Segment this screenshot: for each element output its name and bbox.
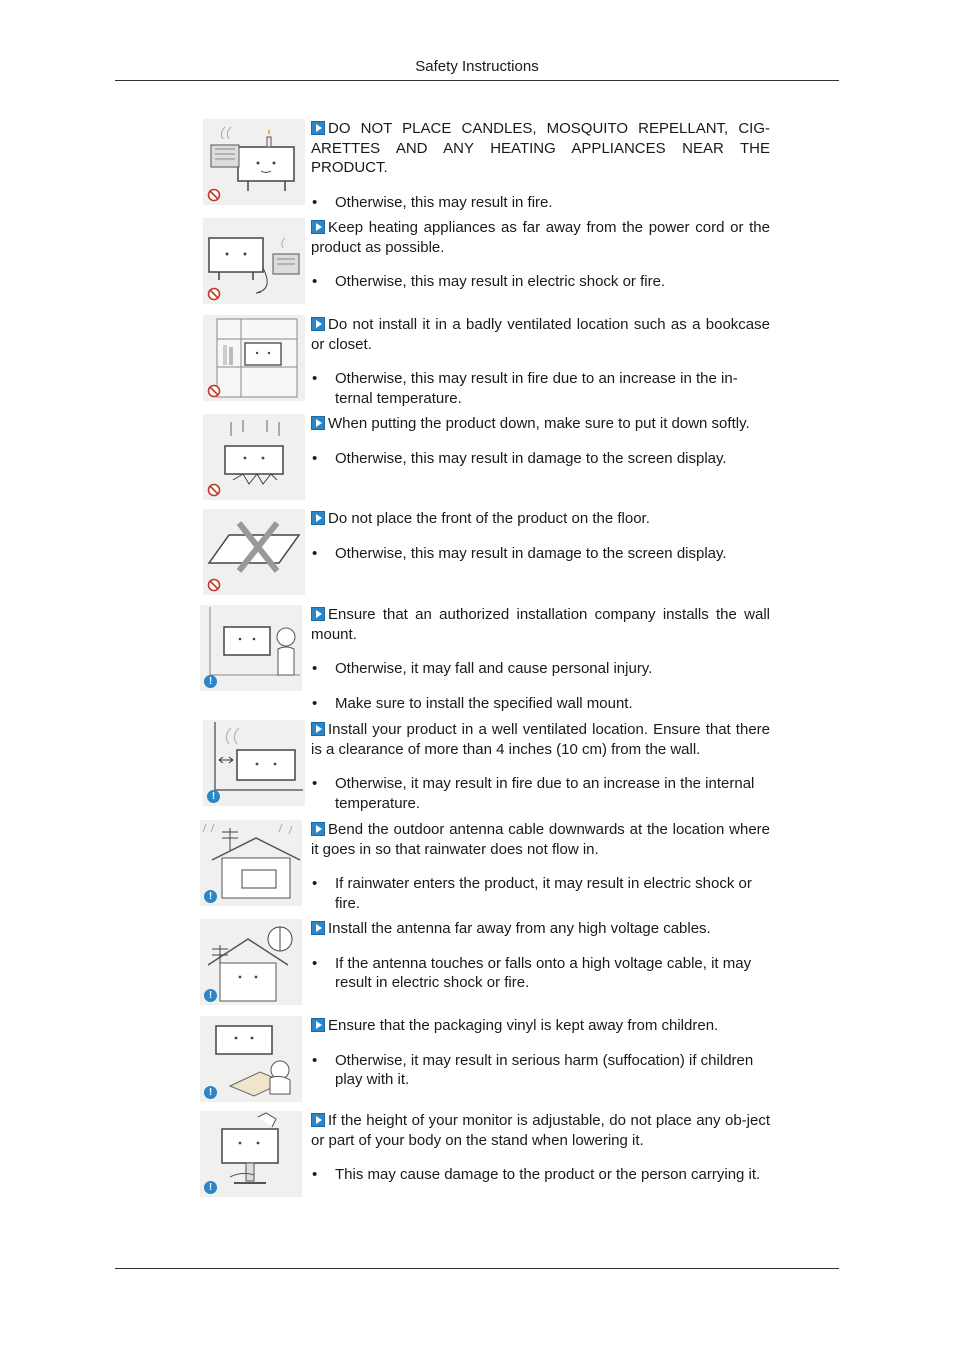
item-heading: Ensure that the packaging vinyl is kept away from children. xyxy=(328,1017,719,1034)
list-item: • Otherwise, it may result in serious harm (suffocation) if children play with it. xyxy=(311,1051,770,1090)
triangle-marker-icon xyxy=(311,416,325,430)
item-heading: Bend the outdoor antenna cable downwards at the location where it goes in so that rainwater does not flow in. xyxy=(311,821,770,858)
caution-icon: ! xyxy=(204,1181,217,1194)
height-adjust-stand-illustration xyxy=(200,1111,302,1197)
item-heading: If the height of your monitor is adjustable, do not place any ob-ject or part of your body on the stand when lowering it. xyxy=(311,1112,770,1149)
antenna-rain-illustration xyxy=(200,820,302,906)
triangle-marker-icon xyxy=(311,220,325,234)
page-header-title: Safety Instructions xyxy=(415,58,539,75)
list-item: • Otherwise, it may result in fire due to an increase in the internal temperature. xyxy=(311,774,770,813)
list-item: • Otherwise, this may result in damage to the screen display. xyxy=(311,449,770,469)
caution-icon: ! xyxy=(204,675,217,688)
header-rule xyxy=(115,80,839,81)
item-heading: Do not place the front of the product on the floor. xyxy=(328,510,650,527)
triangle-marker-icon xyxy=(311,1113,325,1127)
prohibited-icon xyxy=(207,384,221,398)
triangle-marker-icon xyxy=(311,822,325,836)
triangle-marker-icon xyxy=(311,121,325,135)
list-item: • Make sure to install the specified wall mount. xyxy=(311,694,770,714)
monitor-in-bookcase-illustration xyxy=(203,315,305,401)
list-item: • If the antenna touches or falls onto a high voltage cable, it may result in electric shock or fire. xyxy=(311,954,770,993)
item-heading: Install your product in a well ventilated location. Ensure that there is a clearance of more than 4 inches (10 cm) from the wall. xyxy=(311,721,770,758)
antenna-high-voltage-illustration xyxy=(200,919,302,1005)
caution-icon: ! xyxy=(204,1086,217,1099)
prohibited-icon xyxy=(207,483,221,497)
triangle-marker-icon xyxy=(311,607,325,621)
triangle-marker-icon xyxy=(311,1018,325,1032)
item-heading: DO NOT PLACE CANDLES, MOSQUITO REPELLANT, CIG-ARETTES AND ANY HEATING APPLIANCES NEAR THE PRODUCT. xyxy=(311,120,770,176)
item-heading: Do not install it in a badly ventilated location such as a bookcase or closet. xyxy=(311,316,770,353)
list-item: • Otherwise, this may result in fire due to an increase in the in-ternal temperature. xyxy=(311,369,770,408)
list-item: • Otherwise, it may fall and cause personal injury. xyxy=(311,659,770,679)
prohibited-icon xyxy=(207,578,221,592)
list-item: • Otherwise, this may result in fire. xyxy=(311,193,770,213)
heater-near-cord-illustration xyxy=(203,218,305,304)
monitor-dropped-illustration xyxy=(203,414,305,500)
wall-clearance-illustration xyxy=(203,720,305,806)
heater-and-monitor-illustration xyxy=(203,119,305,205)
item-heading: Keep heating appliances as far away from the power cord or the product as possible. xyxy=(311,219,770,256)
footer-rule xyxy=(115,1268,839,1269)
packaging-vinyl-child-illustration xyxy=(200,1016,302,1102)
caution-icon: ! xyxy=(204,890,217,903)
list-item: • Otherwise, this may result in electric shock or fire. xyxy=(311,272,770,292)
triangle-marker-icon xyxy=(311,921,325,935)
caution-icon: ! xyxy=(204,989,217,1002)
monitor-face-down-illustration xyxy=(203,509,305,595)
prohibited-icon xyxy=(207,287,221,301)
prohibited-icon xyxy=(207,188,221,202)
list-item: • Otherwise, this may result in damage to the screen display. xyxy=(311,544,770,564)
triangle-marker-icon xyxy=(311,722,325,736)
item-heading: When putting the product down, make sure to put it down softly. xyxy=(328,415,750,432)
triangle-marker-icon xyxy=(311,511,325,525)
item-heading: Install the antenna far away from any high voltage cables. xyxy=(328,920,711,937)
caution-icon: ! xyxy=(207,790,220,803)
item-heading: Ensure that an authorized installation company installs the wall mount. xyxy=(311,606,770,643)
list-item: • If rainwater enters the product, it may result in electric shock or fire. xyxy=(311,874,770,913)
triangle-marker-icon xyxy=(311,317,325,331)
list-item: • This may cause damage to the product or the person carrying it. xyxy=(311,1165,770,1185)
wall-mount-installer-illustration xyxy=(200,605,302,691)
